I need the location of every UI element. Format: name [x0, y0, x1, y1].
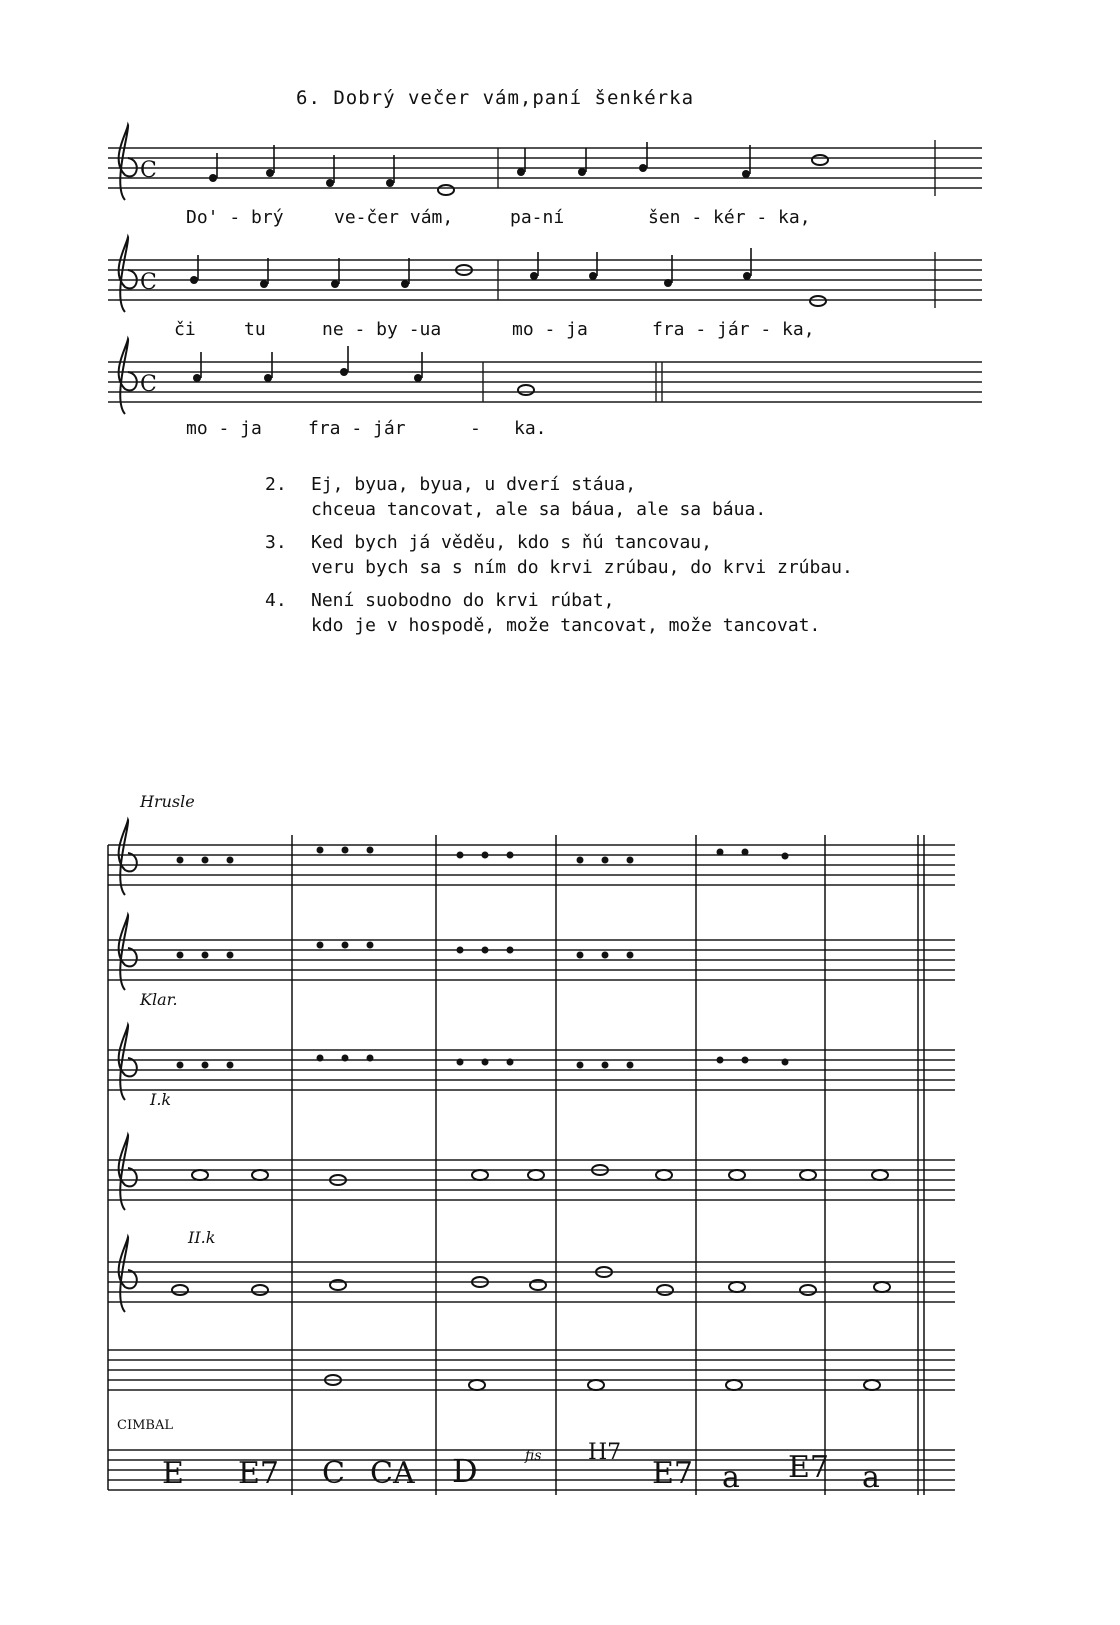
instrument-label-cimbal: CIMBAL — [117, 1418, 173, 1433]
verse-line: Není suobodno do krvi rúbat, — [311, 590, 615, 611]
verse-number: 4. — [265, 590, 287, 611]
cimbal-chord: E7 — [652, 1456, 693, 1491]
cimbal-chord: E7 — [788, 1450, 829, 1485]
verse-line: Ej, byua, byua, u dverí stáua, — [311, 474, 637, 495]
verse-line: veru bych sa s ním do krvi zrúbau, do krvi zrúbau. — [311, 557, 853, 578]
cimbal-chord: a — [862, 1460, 880, 1495]
svg-text:C: C — [140, 158, 157, 183]
instrument-label-ik: I.k — [150, 1090, 172, 1109]
lyric-syllable: šen - kér - ka, — [648, 207, 811, 228]
verse-number: 2. — [265, 474, 287, 495]
cimbal-chord: a — [722, 1460, 740, 1495]
lyric-syllable: fra - jár — [308, 418, 406, 439]
lyric-syllable: pa-ní — [510, 207, 565, 228]
svg-text:C: C — [140, 270, 157, 295]
instrument-label-iik: II.k — [188, 1228, 216, 1247]
cimbal-chord: C — [322, 1456, 345, 1491]
lyric-syllable: mo - ja — [186, 418, 262, 439]
lyric-syllable: Do' - brý — [186, 207, 284, 228]
verse-line: Ked bych já věděu, kdo s ňú tancovau, — [311, 532, 712, 553]
lyric-syllable: ne - by -ua — [322, 319, 442, 340]
instrument-label-hrusle: Hrusle — [140, 792, 195, 811]
lyric-syllable: fra - jár - ka, — [652, 319, 815, 340]
cimbal-chord: fis — [525, 1448, 542, 1464]
score-clef-icons — [119, 820, 137, 1312]
score-whole-notes — [172, 1165, 890, 1390]
verse-line: kdo je v hospodě, može tancovat, može tancovat. — [311, 615, 821, 636]
verse-line: chceua tancovat, ale sa báua, ale sa báua. — [311, 499, 767, 520]
system-barlines — [108, 835, 924, 1495]
cimbal-chord: D — [452, 1452, 478, 1490]
cimbal-chord: H7 — [588, 1440, 622, 1465]
cimbal-chord: E — [162, 1456, 184, 1491]
verse-number: 3. — [265, 532, 287, 553]
lyric-syllable: - — [470, 418, 481, 439]
lyric-syllable: ve-čer vám, — [334, 207, 454, 228]
lyric-syllable: tu — [244, 319, 266, 340]
cimbal-chord: CA — [370, 1456, 415, 1491]
svg-text:C: C — [140, 372, 157, 397]
lyric-syllable: či — [174, 319, 196, 340]
song-title: 6. Dobrý večer vám,paní šenkérka — [296, 87, 695, 109]
instrument-label-klar: Klar. — [140, 990, 178, 1009]
cimbal-chord: E7 — [238, 1456, 279, 1491]
lyric-syllable: mo - ja — [512, 319, 588, 340]
lyric-syllable: ka. — [514, 418, 547, 439]
